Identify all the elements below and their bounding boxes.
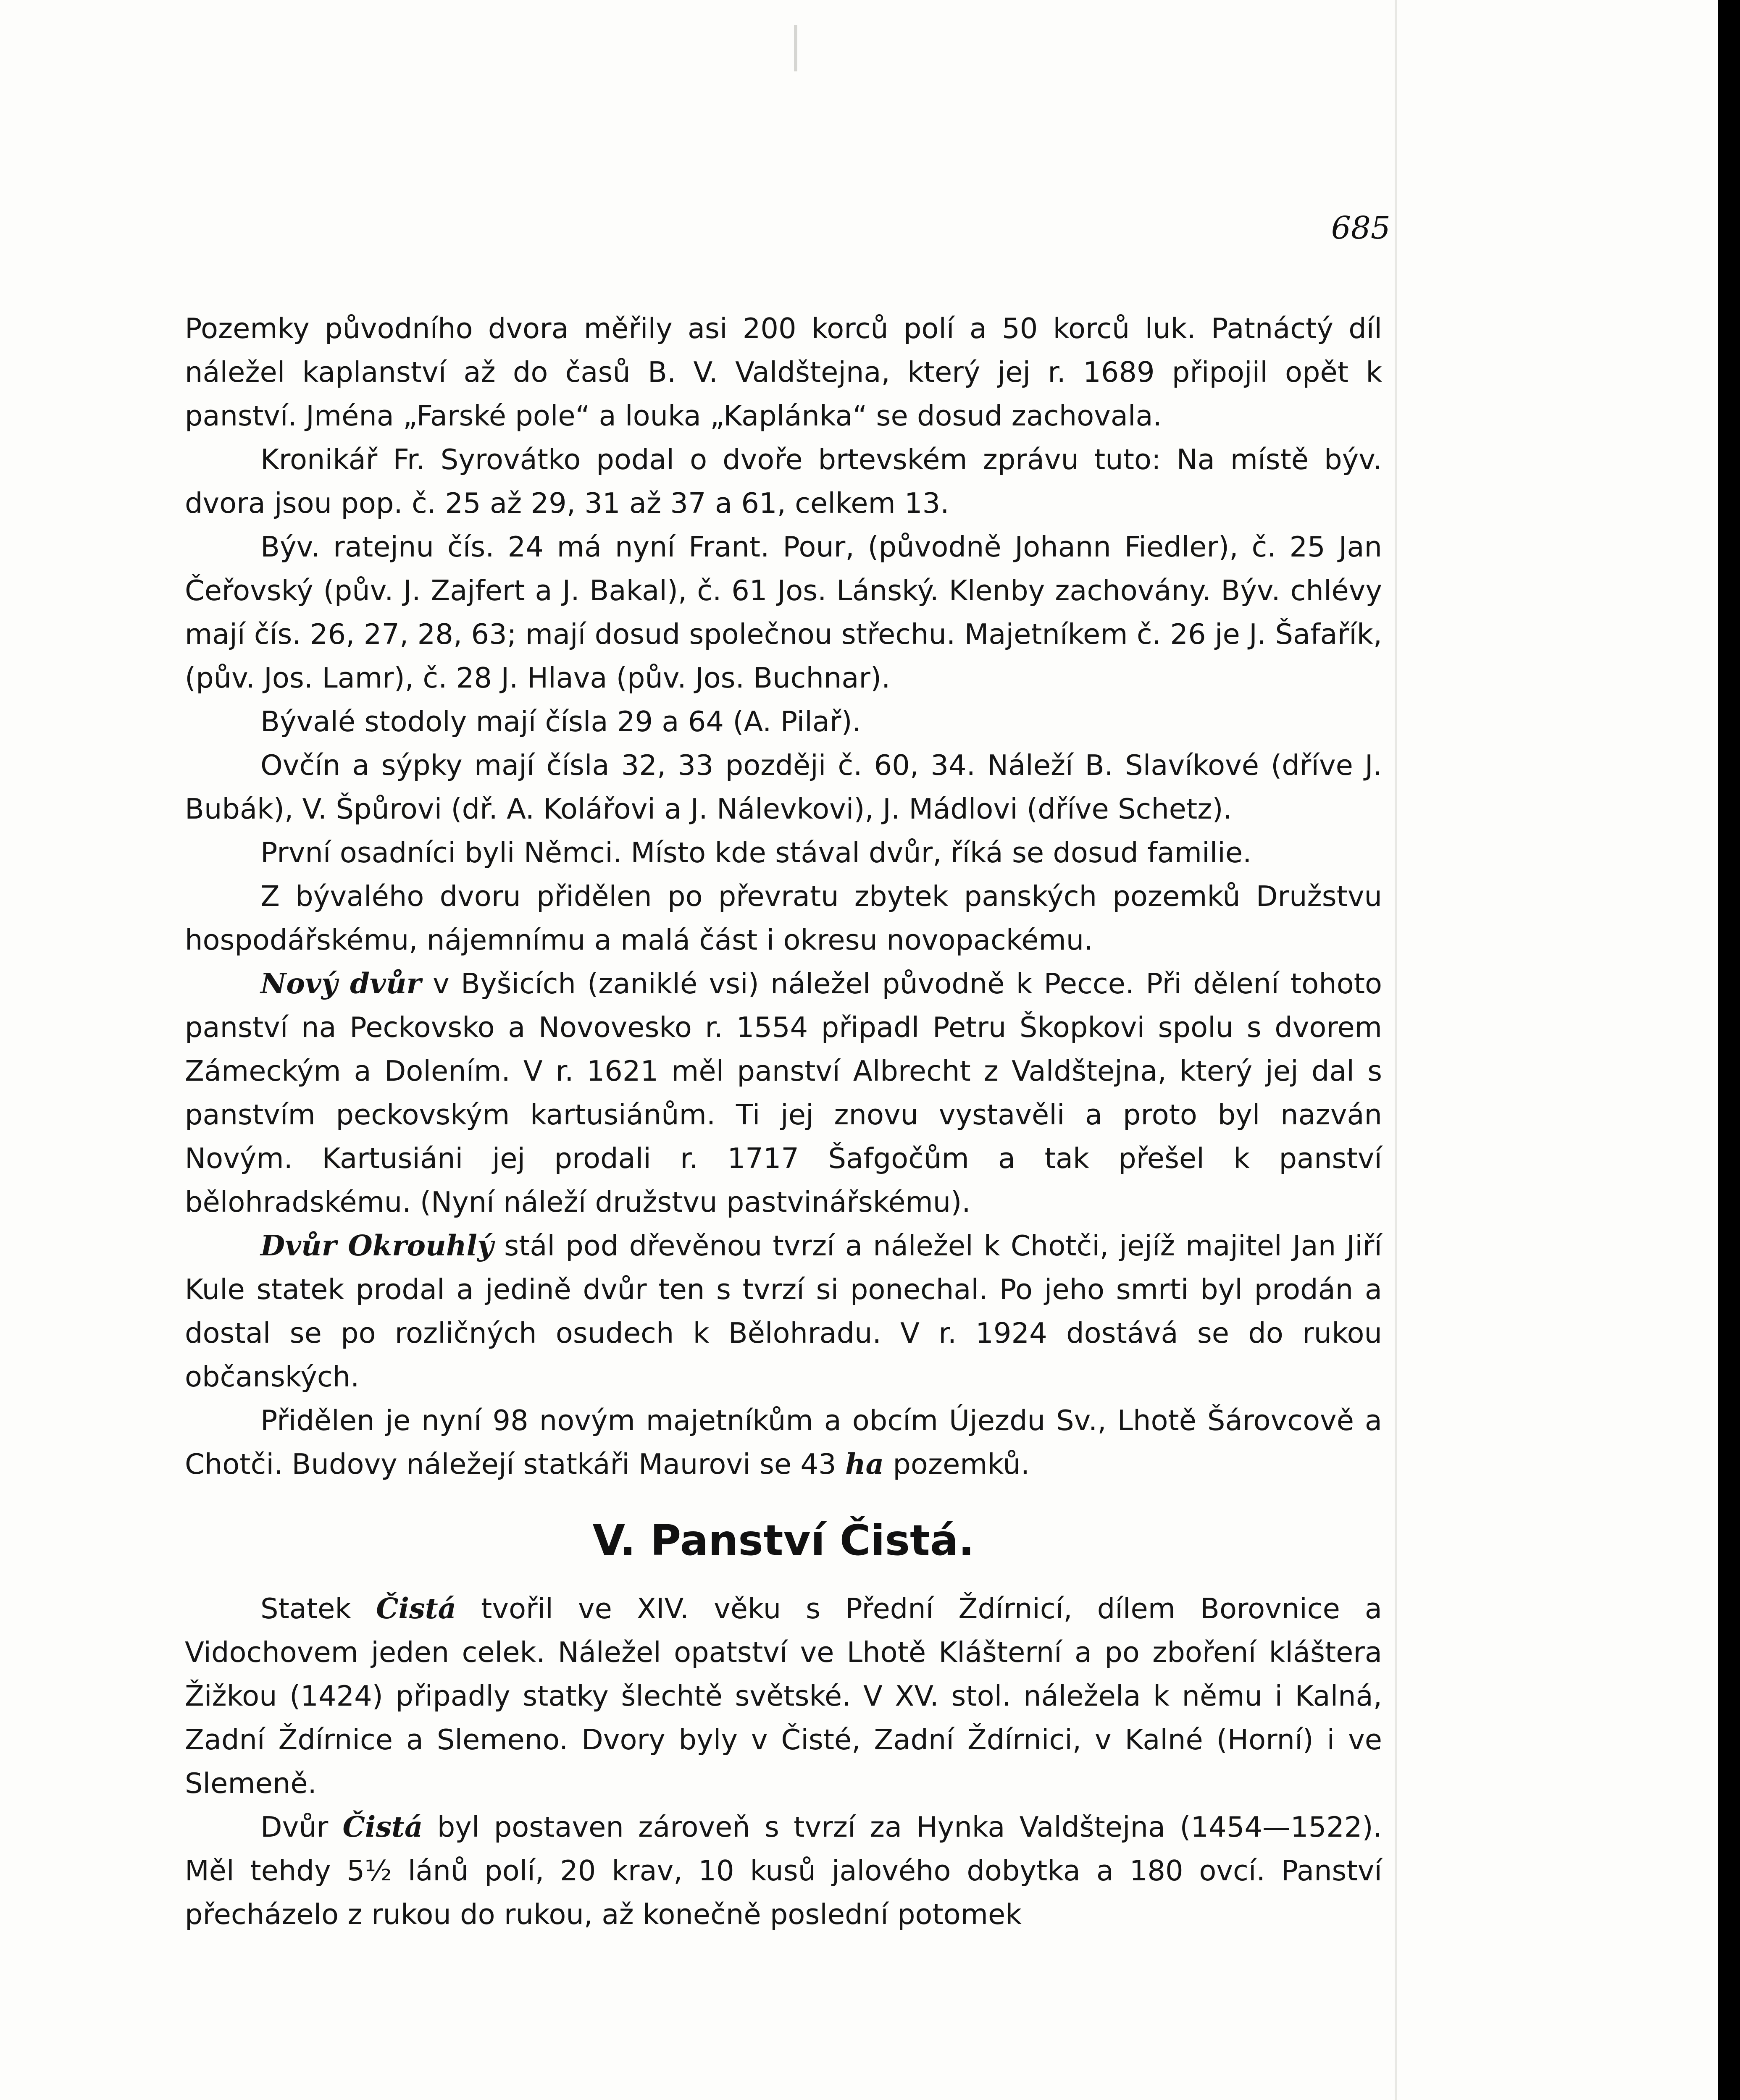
paragraph-dvur-cista: [185, 1805, 1382, 1936]
paragraph-text: Statek: [260, 1592, 376, 1625]
paragraph: Z bývalého dvoru přidělen po převratu zbytek panských pozemků Družstvu hospodářskému, nájemnímu a malá část i okresu novopackému.: [185, 880, 1382, 956]
paragraph-text: tvořil ve XIV. věku s Přední Ždírnicí, dílem Borovnice a Vidochovem jeden celek. Náležel opatství ve Lhotě Klášterní a po zboření kláštera Žižkou (1424) připadly statky šlechtě světské. V XV. stol. náležela k němu i Kalná, Zadní Ždírnice a Slemeno. Dvory byly v Čisté, Zadní Ždírnici, v Kalné (Horní) i ve Slemeně.: [185, 1592, 1382, 1800]
emphasis-term: Nový dvůr: [260, 967, 421, 1000]
paragraph: Býv. ratejnu čís. 24 má nyní Frant. Pour, (původně Johann Fiedler), č. 25 Jan Čeřovský (pův. J. Zajfert a J. Bakal), č. 61 Jos. Lánský. Klenby zachovány. Býv. chlévy mají čís. 26, 27, 28, 63; mají dosud společnou střechu. Majetníkem č. 26 je J. Šafařík, (pův. Jos. Lamr), č. 28 J. Hlava (pův. Jos. Buchnar).: [185, 530, 1382, 694]
emphasis-term: Čistá: [342, 1810, 423, 1843]
paragraph-pridelen: [185, 1399, 1382, 1486]
section-heading: V. Panství Čistá.: [592, 1516, 975, 1565]
paragraph-statek-cista: [185, 1587, 1382, 1805]
paragraph-text: pozemků.: [884, 1448, 1030, 1480]
paragraph-text: byl postaven zároveň s tvrzí za Hynka Valdštejna (1454—1522). Měl tehdy 5½ lánů polí, 20 krav, 10 kusů jalového dobytka a 180 ovcí. Panství přecházelo z rukou do rukou, až konečně poslední potomek: [185, 1811, 1382, 1931]
emphasis-term: Dvůr Okrouhlý: [260, 1229, 494, 1262]
paragraph-text: Přidělen je nyní 98 novým majetníkům a obcím Újezdu Sv., Lhotě Šárovcově a Chotči. Budovy náležejí statkáři Maurovi se 43: [185, 1404, 1382, 1480]
emphasis-term: ha: [845, 1447, 884, 1480]
page-number: 685: [1331, 210, 1390, 246]
body-text: [185, 307, 1382, 1936]
paragraph-novy-dvur: [185, 962, 1382, 1224]
paragraph-text: Dvůr: [260, 1811, 343, 1843]
paragraph-dvur-okrouhly: [185, 1224, 1382, 1399]
scan-artifact: [794, 25, 797, 71]
page-edge-shadow: [1395, 0, 1397, 2100]
paragraph: První osadníci byli Němci. Místo kde stával dvůr, říká se dosud familie.: [260, 836, 1252, 869]
emphasis-term: Čistá: [376, 1592, 457, 1625]
paragraph-text: v Byšicích (zaniklé vsi) náležel původně k Pecce. Při dělení tohoto panství na Peckovsko a Novovesko r. 1554 připadl Petru Škopkovi spolu s dvorem Zámeckým a Dolením. V r. 1621 měl panství Albrecht z Valdštejna, který jej dal s panstvím peckovským kartusiánům. Ti jej znovu vystavěli a proto byl nazván Novým. Kartusiáni jej prodali r. 1717 Šafgočům a tak přešel k panství bělohradskému. (Nyní náleží družstvu pastvinářskému).: [185, 967, 1382, 1218]
paragraph: Kronikář Fr. Syrovátko podal o dvoře brtevském zprávu tuto: Na místě býv. dvora jsou pop. č. 25 až 29, 31 až 37 a 61, celkem 13.: [185, 443, 1382, 520]
paragraph: Bývalé stodoly mají čísla 29 a 64 (A. Pilař).: [260, 705, 861, 738]
paragraph: Ovčín a sýpky mají čísla 32, 33 později č. 60, 34. Náleží B. Slavíkové (dříve J. Bubák), V. Špůrovi (dř. A. Kolářovi a J. Nálevkovi), J. Mádlovi (dříve Schetz).: [185, 749, 1382, 825]
paragraph-text: stál pod dřevěnou tvrzí a náležel k Chotči, jejíž majitel Jan Jiří Kule statek prodal a jedině dvůr ten s tvrzí si ponechal. Po jeho smrti byl prodán a dostal se po rozličných osudech k Bělohradu. V r. 1924 dostává se do rukou občanských.: [185, 1229, 1383, 1393]
paragraph: Pozemky původního dvora měřily asi 200 korců polí a 50 korců luk. Patnáctý díl náležel kaplanství až do časů B. V. Valdštejna, který jej r. 1689 připojil opět k panství. Jména „Farské pole“ a louka „Kaplánka“ se dosud zachovala.: [185, 312, 1382, 432]
